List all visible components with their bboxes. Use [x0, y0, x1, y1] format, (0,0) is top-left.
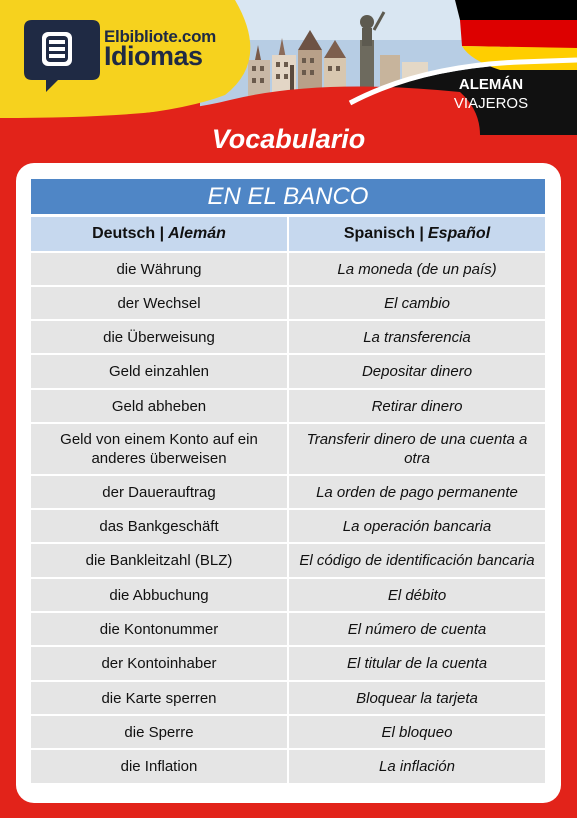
table-title: EN EL BANCO: [31, 179, 545, 214]
german-term: der Wechsel: [31, 287, 287, 319]
table-row: [31, 253, 545, 285]
german-term: die Währung: [31, 253, 287, 285]
header-spanish-label: Spanisch |: [343, 225, 424, 242]
spanish-term: Bloquear la tarjeta: [289, 682, 545, 714]
table-header: [31, 217, 545, 251]
header-graphic: [0, 0, 577, 135]
table-row: [31, 544, 545, 577]
spanish-term: El bloqueo: [289, 716, 545, 748]
table-row: [31, 321, 545, 353]
german-term: die Abbuchung: [31, 579, 287, 611]
audience-tag: VIAJEROS: [453, 95, 529, 112]
german-term: die Inflation: [31, 750, 287, 783]
german-term: Geld von einem Konto auf ein anderes überweisen: [31, 424, 287, 474]
german-term: Geld abheben: [31, 390, 287, 422]
spanish-term: Retirar dinero: [289, 390, 545, 422]
brand-site: Elbibliote.com: [104, 27, 216, 46]
german-term: Geld einzahlen: [31, 355, 287, 388]
header-spanish: [289, 217, 545, 251]
table-row: [31, 390, 545, 422]
spanish-term: El código de identificación bancaria: [289, 544, 545, 577]
page-header: [0, 0, 577, 135]
german-term: die Sperre: [31, 716, 287, 748]
spanish-term: La transferencia: [289, 321, 545, 353]
german-term: die Kontonummer: [31, 613, 287, 645]
spanish-term: El número de cuenta: [289, 613, 545, 645]
table-row: [31, 682, 545, 714]
table-row: [31, 424, 545, 474]
header-german-emphasis: Alemán: [168, 225, 226, 242]
german-term: die Bankleitzahl (BLZ): [31, 544, 287, 577]
table-row: [31, 647, 545, 680]
spanish-term: Depositar dinero: [289, 355, 545, 388]
spanish-term: La moneda (de un país): [289, 253, 545, 285]
section-title: Vocabulario: [211, 124, 366, 154]
vocabulary-rows: [31, 253, 545, 785]
table-row: [31, 355, 545, 388]
header-spanish-emphasis: Español: [427, 225, 491, 242]
german-term: die Überweisung: [31, 321, 287, 353]
table-row: [31, 476, 545, 508]
spanish-term: El titular de la cuenta: [289, 647, 545, 680]
language-tag: ALEMÁN: [458, 76, 524, 93]
german-term: der Kontoinhaber: [31, 647, 287, 680]
spanish-term: El cambio: [289, 287, 545, 319]
spanish-term: La operación bancaria: [289, 510, 545, 542]
table-row: [31, 750, 545, 783]
table-row: [31, 613, 545, 645]
table-row: [31, 287, 545, 319]
header-german: [31, 217, 287, 251]
german-term: der Dauerauftrag: [31, 476, 287, 508]
spanish-term: La orden de pago permanente: [289, 476, 545, 508]
german-term: das Bankgeschäft: [31, 510, 287, 542]
header-german-label: Deutsch |: [92, 225, 165, 242]
spanish-term: Transferir dinero de una cuenta a otra: [289, 424, 545, 474]
spanish-term: La inflación: [289, 750, 545, 783]
table-row: [31, 716, 545, 748]
spanish-term: El débito: [289, 579, 545, 611]
brand-name: Idiomas: [104, 41, 203, 71]
table-row: [31, 510, 545, 542]
table-row: [31, 579, 545, 611]
german-term: die Karte sperren: [31, 682, 287, 714]
